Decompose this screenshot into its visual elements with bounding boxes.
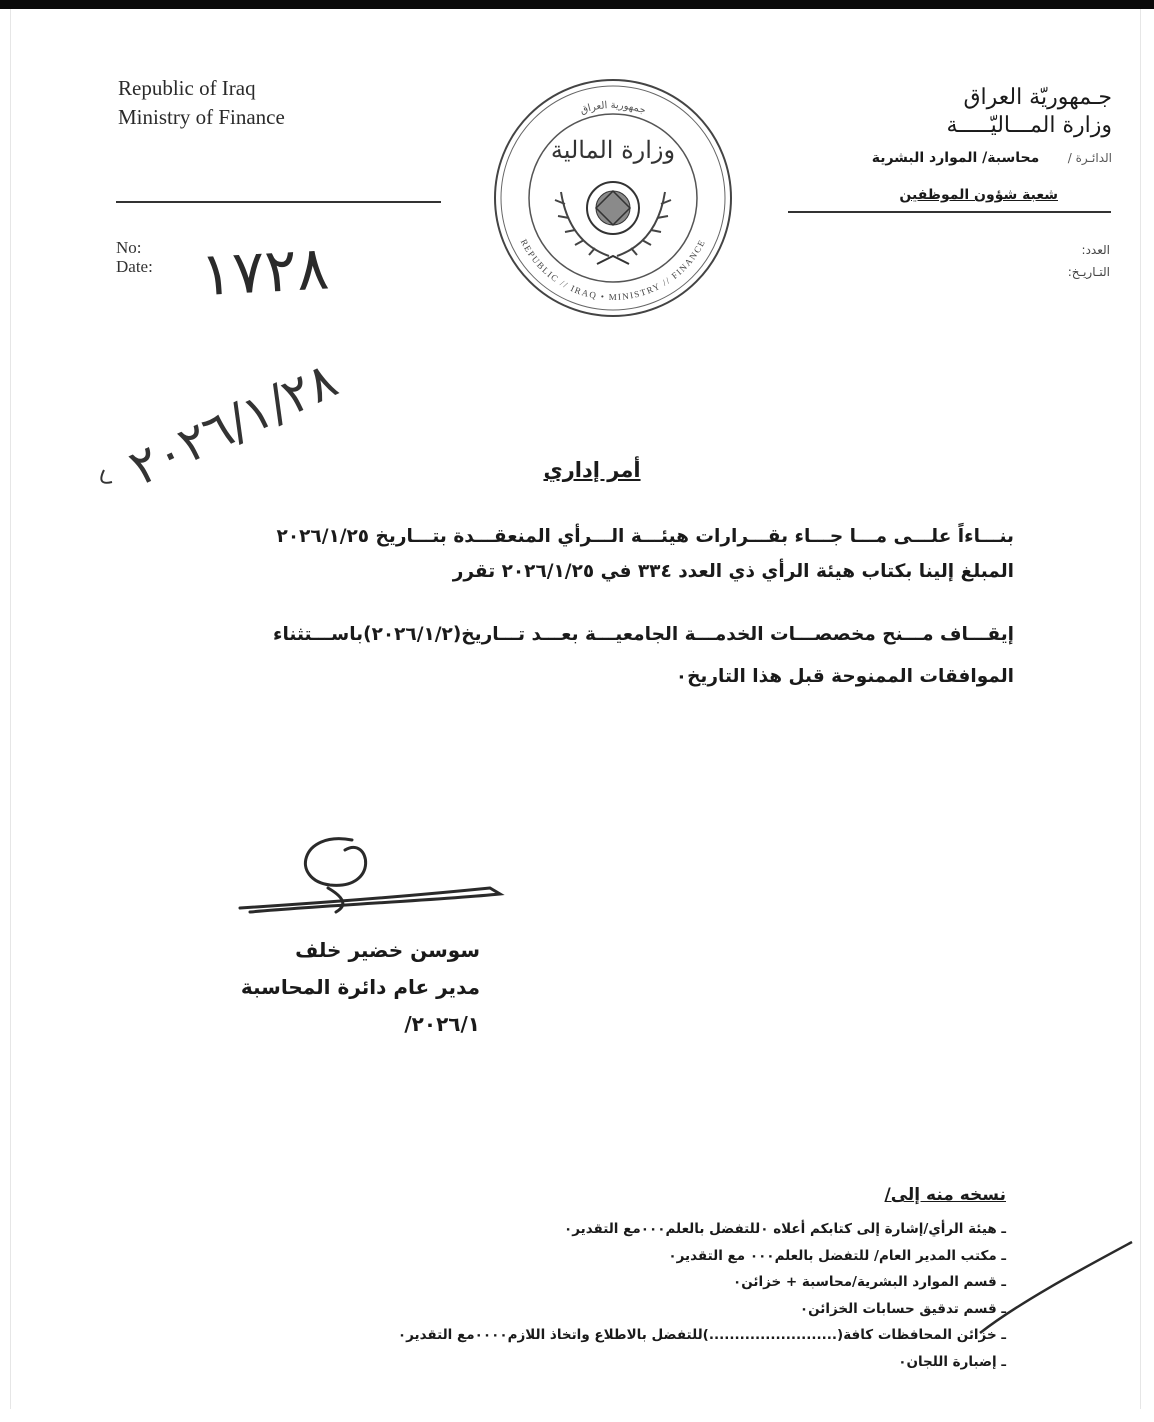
- ministry-seal-emblem: [491, 72, 736, 324]
- handwritten-number: ١٧٢٨: [198, 233, 331, 311]
- arabic-country: جـمهوريّة العراق: [963, 85, 1112, 110]
- copy-recipient: ـ خزائن المحافظات كافة(.........................)للتفضل بالاطلاع واتخاذ اللازم٠٠٠٠مع التقدير٠: [397, 1327, 1006, 1343]
- arabic-header-rule: [788, 211, 1111, 213]
- seal-center-text: وزارة المالية: [550, 136, 676, 164]
- body-paragraph-1-line-1: بنـــاءاً علـــى مـــا جـــاء بقـــرارات هيئـــة الـــرأي المنعقـــدة بتـــاريخ ٢٠٢٦/١/٢٥: [276, 526, 1014, 547]
- document-title: [0, 458, 1154, 482]
- signatory-position: مدير عام دائرة المحاسبة: [240, 975, 480, 999]
- seal-bottom-text: REPUBLIC // IRAQ • MINISTRY // FINANCE: [518, 237, 708, 303]
- arabic-date-label: التـاريـخ:: [1067, 265, 1110, 279]
- english-header-rule: [116, 201, 441, 203]
- svg-text:REPUBLIC // IRAQ • MINISTRY //: [519, 237, 708, 302]
- page-edge-left: [10, 9, 11, 1409]
- english-no-label: No:: [116, 238, 142, 257]
- department-label: الدائـرة /: [1067, 151, 1112, 165]
- arabic-no-label: العدد:: [1081, 243, 1110, 257]
- copy-recipient: ـ إضبارة اللجان٠: [898, 1353, 1006, 1370]
- signature-mark: [240, 839, 500, 912]
- copy-recipient: ـ مكتب المدير العام/ للتفضل بالعلم٠٠٠ مع التقدير٠: [668, 1247, 1006, 1264]
- seal-ornament: [555, 182, 671, 264]
- arabic-letterhead: [947, 84, 1112, 140]
- arabic-ministry: وزارة المـــاليّـــــة: [946, 113, 1112, 138]
- english-no-date: [116, 238, 153, 276]
- signatory-date: ٢٠٢٦/١/: [404, 1012, 480, 1036]
- copy-recipient: ـ قسم تدقيق حسابات الخزائن٠: [799, 1300, 1006, 1317]
- arabic-section: شعبة شؤون الموظفين: [899, 187, 1058, 203]
- copies-title: نسخه منه إلى/: [884, 1185, 1006, 1205]
- english-ministry: Ministry of Finance: [118, 105, 285, 129]
- department-value: محاسبة/ الموارد البشرية: [871, 150, 1040, 166]
- seal-top-text: جمهورية العراق: [578, 99, 648, 117]
- copy-recipient: ـ قسم الموارد البشرية/محاسبة + خزائن٠: [732, 1274, 1006, 1290]
- arabic-no-date: [1068, 239, 1110, 283]
- body-paragraph-2-line-1: إيقـــاف مـــنح مخصصـــات الخدمـــة الجامعيـــة بعـــد تـــاريخ(٢٠٢٦/١/٢)باســـتثناء: [272, 624, 1014, 645]
- english-country: Republic of Iraq: [118, 76, 256, 100]
- signatory-name: سوسن خضير خلف: [295, 938, 480, 962]
- copies-list: [398, 1216, 1006, 1375]
- english-date-label: Date:: [116, 257, 153, 276]
- top-black-bar: [0, 0, 1154, 9]
- page-edge-right: [1140, 9, 1141, 1409]
- body-paragraph-1-line-2: المبلغ إلينا بكتاب هيئة الرأي ذي العدد ٣٣٤ في ٢٠٢٦/١/٢٥ تقرر: [452, 561, 1014, 582]
- handwritten-date: ٢٠٢٦/١/٢٨: [120, 350, 346, 497]
- arabic-department: [872, 150, 1112, 166]
- english-letterhead: [118, 74, 285, 132]
- copy-recipient: ـ هيئة الرأي/إشارة إلى كتابكم أعلاه ٠للتفضل بالعلم٠٠٠مع التقدير٠: [564, 1221, 1006, 1237]
- document-title-text: أمر إداري: [543, 458, 641, 482]
- body-paragraph-2-line-2: الموافقات الممنوحة قبل هذا التاريخ٠: [675, 666, 1014, 687]
